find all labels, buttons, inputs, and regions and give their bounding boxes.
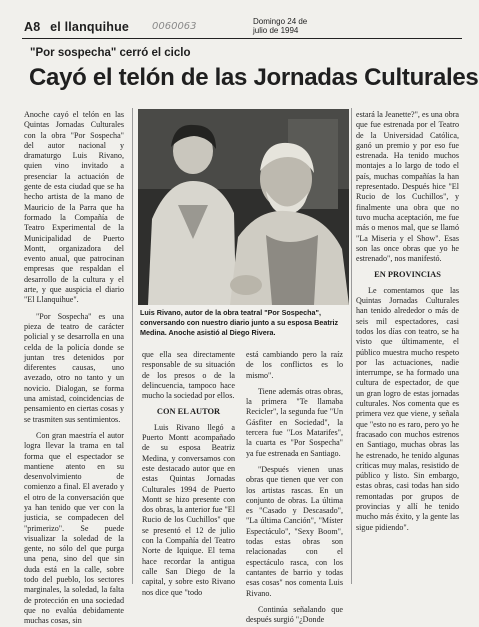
- date-line-1: Domingo 24 de: [253, 17, 308, 26]
- paragraph: "Después vienen unas obras que tienen que ver con los artistas rascas. En un conjunto de obras. La última es "Casado y Descasado", "La última Canción", "Míster Espectáculo", "Sexy Boom", todas estas obras son relacionadas con el espectáculo rasca, con los cantantes de barrio y todas esas cosas" nos comenta Luis Rivano.: [246, 464, 343, 598]
- subhead-en-provincias: EN PROVINCIAS: [374, 270, 441, 280]
- archive-stamp: 0060063: [152, 21, 197, 32]
- paragraph: está cambiando pero la raíz de los conflictos es lo mismo".: [246, 350, 343, 380]
- article-column-2: [142, 350, 235, 597]
- date-line-2: julio de 1994: [253, 26, 299, 35]
- section-number: A8: [24, 20, 41, 34]
- newspaper-name: el llanquihue: [50, 20, 130, 34]
- article-kicker: "Por sospecha" cerró el ciclo: [30, 47, 191, 59]
- article-column-3: [246, 350, 343, 625]
- article-headline: Cayó el telón de las Jornadas Culturales: [29, 64, 479, 91]
- paragraph: Con gran maestría el autor logra llevar la trama en tal forma que el espectador se mantiene atento en su desenvolvimiento de comienzo a final. El averado y el otro de la conversación que ya han tenido que ver con la justicia, se compadecen del "primerizo". Se puede visualizar la soledad de la gente, no sólo del que purga una pena, sino del que sin duda está en la calle, sobre todo del pueblo, los sectores marginales, la soledad, la falta de protección en una sociedad que no evalúa debidamente muchas cosas, sin: [24, 430, 124, 626]
- header-rule: [22, 38, 462, 39]
- page-folio: [24, 20, 129, 34]
- article-photo: [138, 109, 349, 305]
- paragraph: Continúa señalando que después surgió "¿Donde: [246, 604, 343, 625]
- article-column-4: [356, 110, 459, 585]
- paragraph: Le comentamos que las Quintas Jornadas Culturales han tenido alrededor o más de seis mil espectadores, casi todos los días con teatro, se ha visto que últimamente, el público muestra mucho respeto por las actuaciones, nadie interrumpe, se ha formado una cultura de espectador, de que un gran logro de estas jornadas culturales. Nos comenta que es primera vez que viene, y señala que "esto no es raro, pero yo he fracasado con muchos estrenos en Santiago, muchas obras las he estrenado, he tenido algunas críticas muy malas, resistido de público y listo. Sin embargo, estas obras, casi todas han sido remontadas por grupos de provincias y allí he tenido mucho más éxito, y la gente las sigue pidiendo".: [356, 285, 459, 532]
- paragraph: Tiene además otras obras, la primera "Te llamaba Recicler", la segunda fue "Un Gásfiter en Sociedad", la tercera fue "Los Matarifes", la cuarta es "Por Sospecha" ya fue estrenada en Santiago.: [246, 386, 343, 458]
- paragraph: Anoche cayó el telón en las Quintas Jornadas Culturales con la obra "Por Sospecha" del autor nacional y dramaturgo Luis Rivano, quien vino invitado a presenciar la actuación de gente de esta ciudad que se ha hecho artista de la mano de Mauricio de la Parra que ha formado la Compañía de Teatro Experimental de la Municipalidad de Puerto Montt, organizadora del evento anual, que patrocinan empresas que respaldan el desarrollo de la cultura y el arte, y que auspicia el diario "El Llanquihue".: [24, 110, 124, 305]
- paragraph: estará la Jeanette?", es una obra que fue estrenada por el Teatro de la Universidad Católica, ganó un premio y por eso fue estrenada. Ha tenido muchos montajes a lo largo de todo el país, muchas compañías la han representado. Después hice "El Rucio de los Cuchillos", y finalmente una obra que no tuvo mucha aceptación, me fue más o menos mal, que se llamó "La Miseria y el Show". Esas son las once obras que yo he estrenado", nos manifestó.: [356, 110, 459, 264]
- paragraph: "Por Sospecha" es una pieza de teatro de carácter policial y se desarrolla en una celda de la policía donde se juntan tres detenidos por diferentes causas, uno avezado, otro no tanto y un novicio. Dialogan, se forma una amistad, coincidencias de pensamiento en ciertas cosas y se trasmiten sus sentimientos.: [24, 311, 124, 424]
- dateline: [253, 17, 307, 35]
- column-divider: [351, 108, 352, 584]
- photo-illustration: [138, 109, 349, 305]
- column-divider: [132, 108, 133, 584]
- paragraph: Luis Rivano llegó a Puerto Montt acompañado de su esposa Beatriz Medina, y conversamos con este destacado autor que en estas Quintas Jornadas Culturales 1994 de Puerto Montt se hizo presente con dos obras, la anterior fue "El Rucio de los Cuchillos" que se presentó el 12 de julio con la Compañía del Teatro Norte de Iquique. El tema hace recordar la antigua calle San Diego de la capital, y sobre esto Rivano nos dice que "todo: [142, 422, 235, 597]
- photo-caption: Luis Rivano, autor de la obra teatral "Por Sospecha", conversando con nuestro diario junto a su esposa Beatriz Medina. Anoche asistió al Diego Rivera.: [140, 308, 339, 337]
- subhead-con-el-autor: CON EL AUTOR: [156, 407, 221, 417]
- paragraph: que ella sea directamente responsable de su situación de los presos o de la delincuencia, tampoco hace mucho la sociedad por ellos.: [142, 350, 235, 401]
- article-column-1: [24, 110, 124, 626]
